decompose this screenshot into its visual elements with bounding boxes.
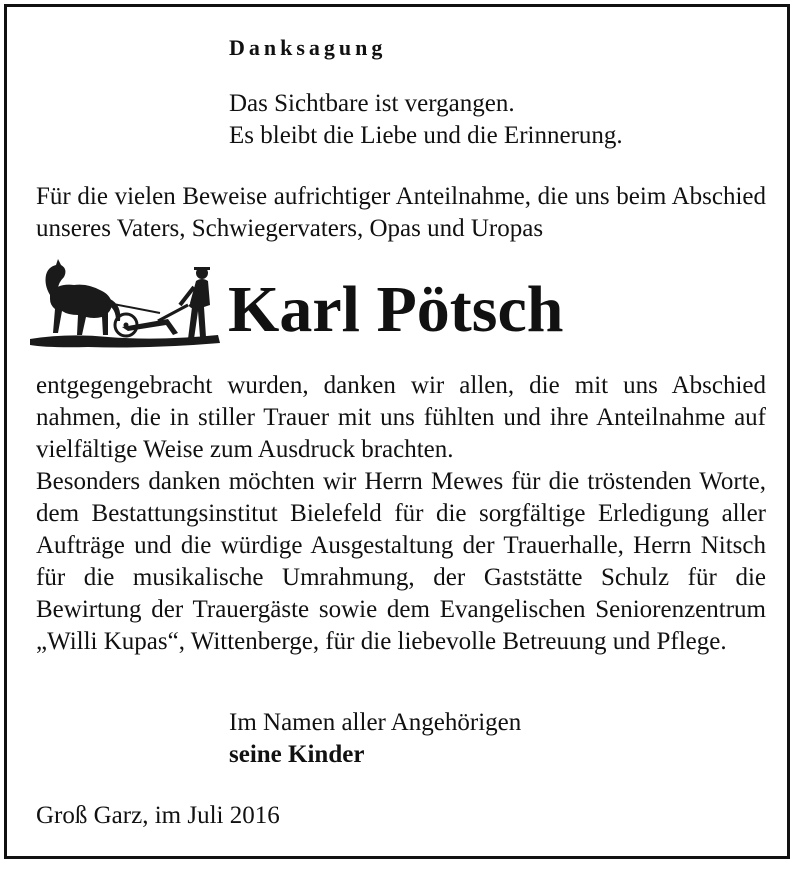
ploughman-with-horse-icon [28,255,224,355]
body-paragraph: Besonders danken möchten wir Herrn Mewes für die tröstenden Worte, dem Bestattungsinstitut Bielefeld für die sorgfältige Erledigung aller Aufträge und die würdige Ausgestaltung der Trauerhalle, Herrn Nitsch für die musikalische Umrahmung, der Gaststätte Schulz für die Bewirtung der Trauergäste sowie dem Evangelischen Seniorenzentrum „Willi Kupas“, Wittenberge, für die liebevolle Betreuung und Pflege. [36,468,766,655]
notice-title: Danksagung [229,35,387,60]
body-paragraph: entgegengebracht wurden, danken wir allen, die mit uns Abschied nahmen, die in stiller Trauer mit uns fühlten und ihre Anteilnahme auf vielfältige Weise zum Ausdruck brachten. [36,372,766,463]
intro-text: Für die vielen Beweise aufrichtiger Anteilnahme, die uns beim Abschied unseres Vaters, Schwiegervaters, Opas und Uropas [36,183,766,242]
motto-line: Das Sichtbare ist vergangen. [229,90,515,117]
body-text [36,370,766,658]
place-date: Groß Garz, im Juli 2016 [36,802,280,829]
signers: seine Kinder [229,741,365,768]
signature-line: Im Namen aller Angehörigen [229,709,522,736]
motto [229,88,623,152]
motto-line: Es bleibt die Liebe und die Erinnerung. [229,122,623,149]
deceased-name: Karl Pötsch [228,273,564,346]
signature [229,707,521,771]
